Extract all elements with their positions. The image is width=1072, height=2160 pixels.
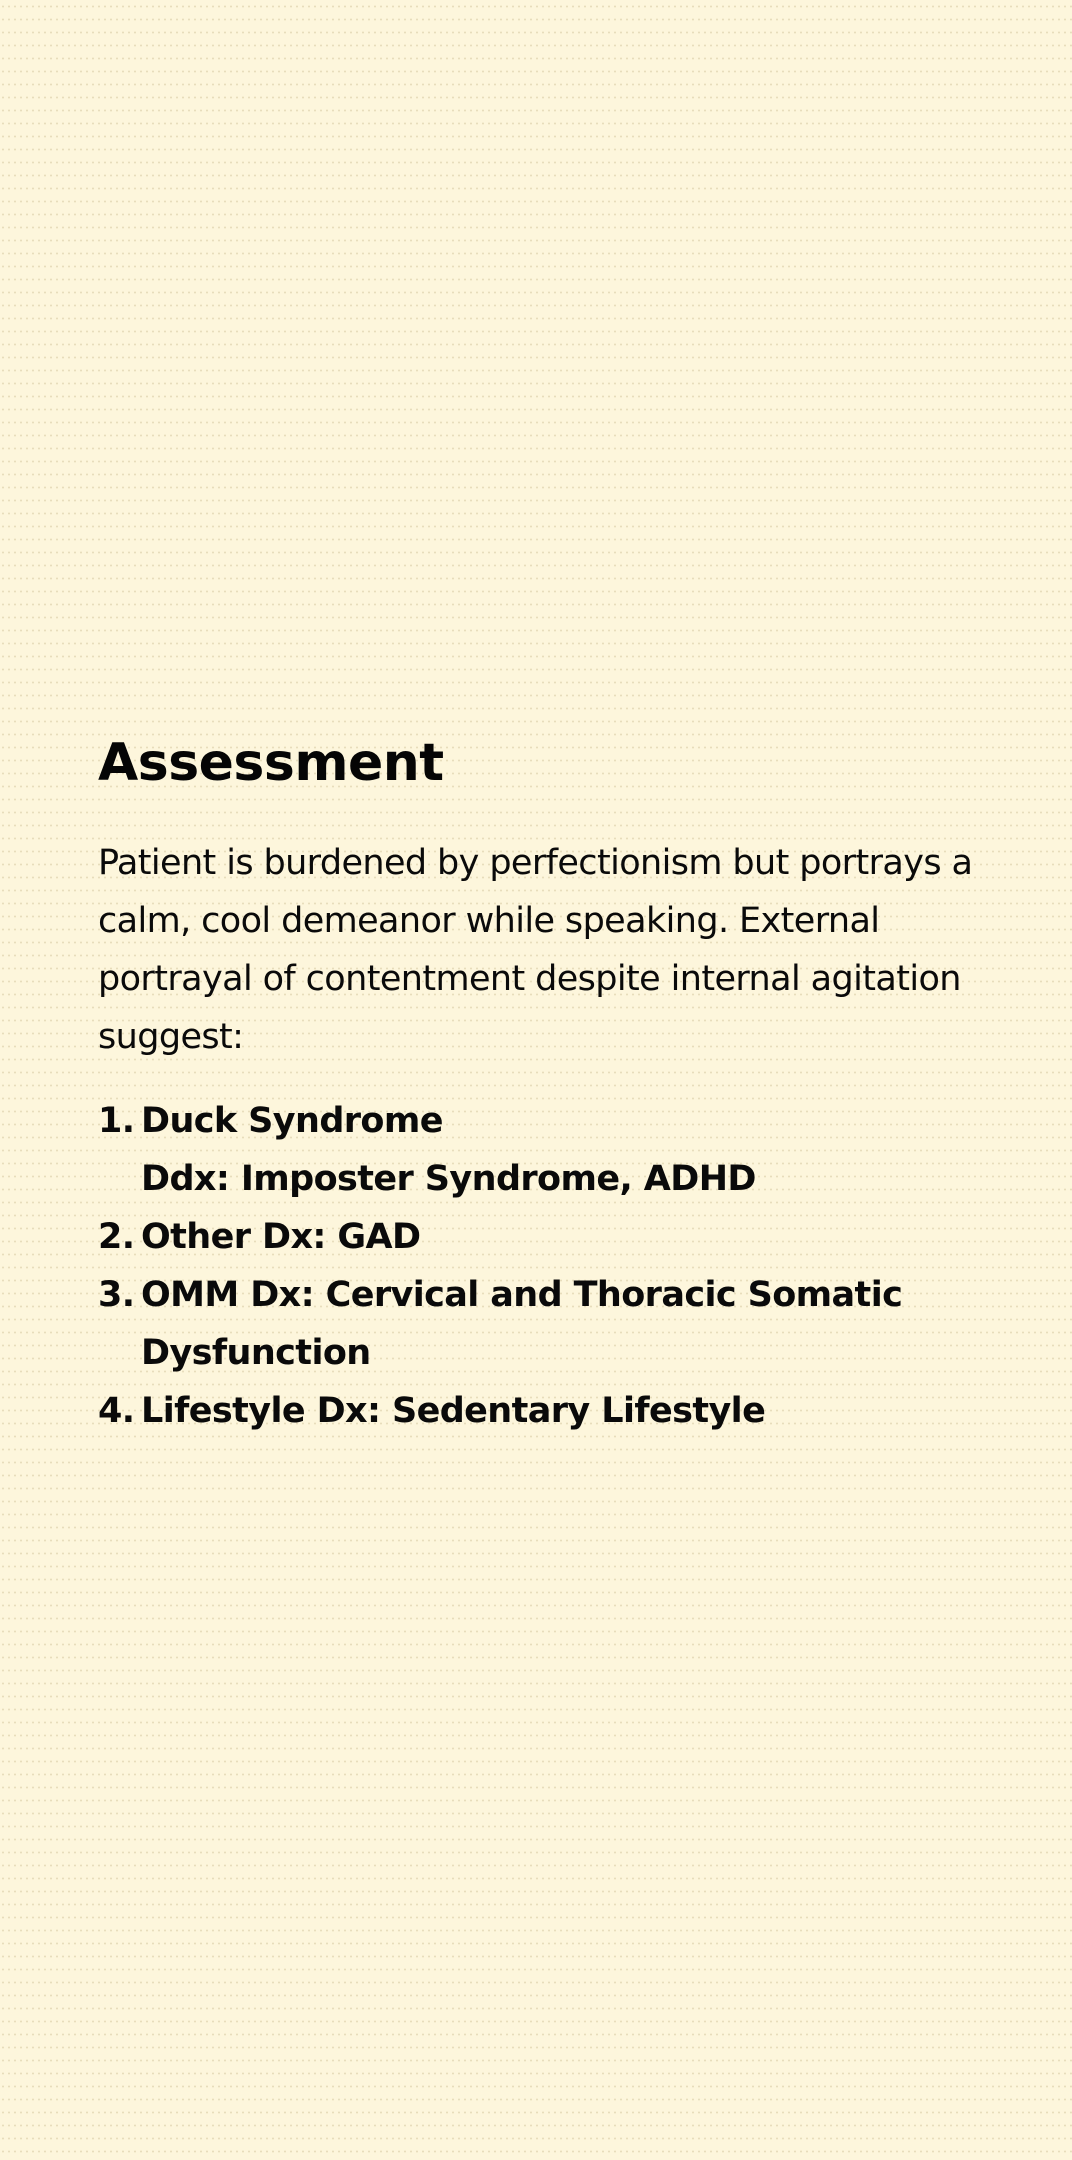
diagnosis-content	[141, 1092, 978, 1208]
diagnosis-number: 4.	[98, 1391, 135, 1431]
diagnosis-list	[98, 1092, 978, 1440]
diagnosis-text: OMM Dx: Cervical and Thoracic Somatic Dysfunction	[141, 1275, 903, 1373]
diagnosis-number: 2.	[98, 1217, 135, 1257]
diagnosis-item-3	[98, 1266, 978, 1382]
section-heading: Assessment	[98, 733, 444, 793]
diagnosis-item-4	[98, 1382, 978, 1440]
diagnosis-text: Duck Syndrome	[141, 1101, 443, 1141]
differential-diagnosis-text: Ddx: Imposter Syndrome, ADHD	[141, 1159, 756, 1199]
diagnosis-item-2	[98, 1208, 978, 1266]
diagnosis-number: 1.	[98, 1101, 135, 1141]
diagnosis-text: Other Dx: GAD	[141, 1217, 421, 1257]
assessment-section	[98, 728, 978, 1440]
diagnosis-number: 3.	[98, 1275, 135, 1315]
diagnosis-item-1	[98, 1092, 978, 1208]
assessment-intro-paragraph: Patient is burdened by perfectionism but portrays a calm, cool demeanor while speaking. External portrayal of contentment despite internal agitation suggest:	[98, 843, 973, 1057]
diagnosis-text: Lifestyle Dx: Sedentary Lifestyle	[141, 1391, 766, 1431]
